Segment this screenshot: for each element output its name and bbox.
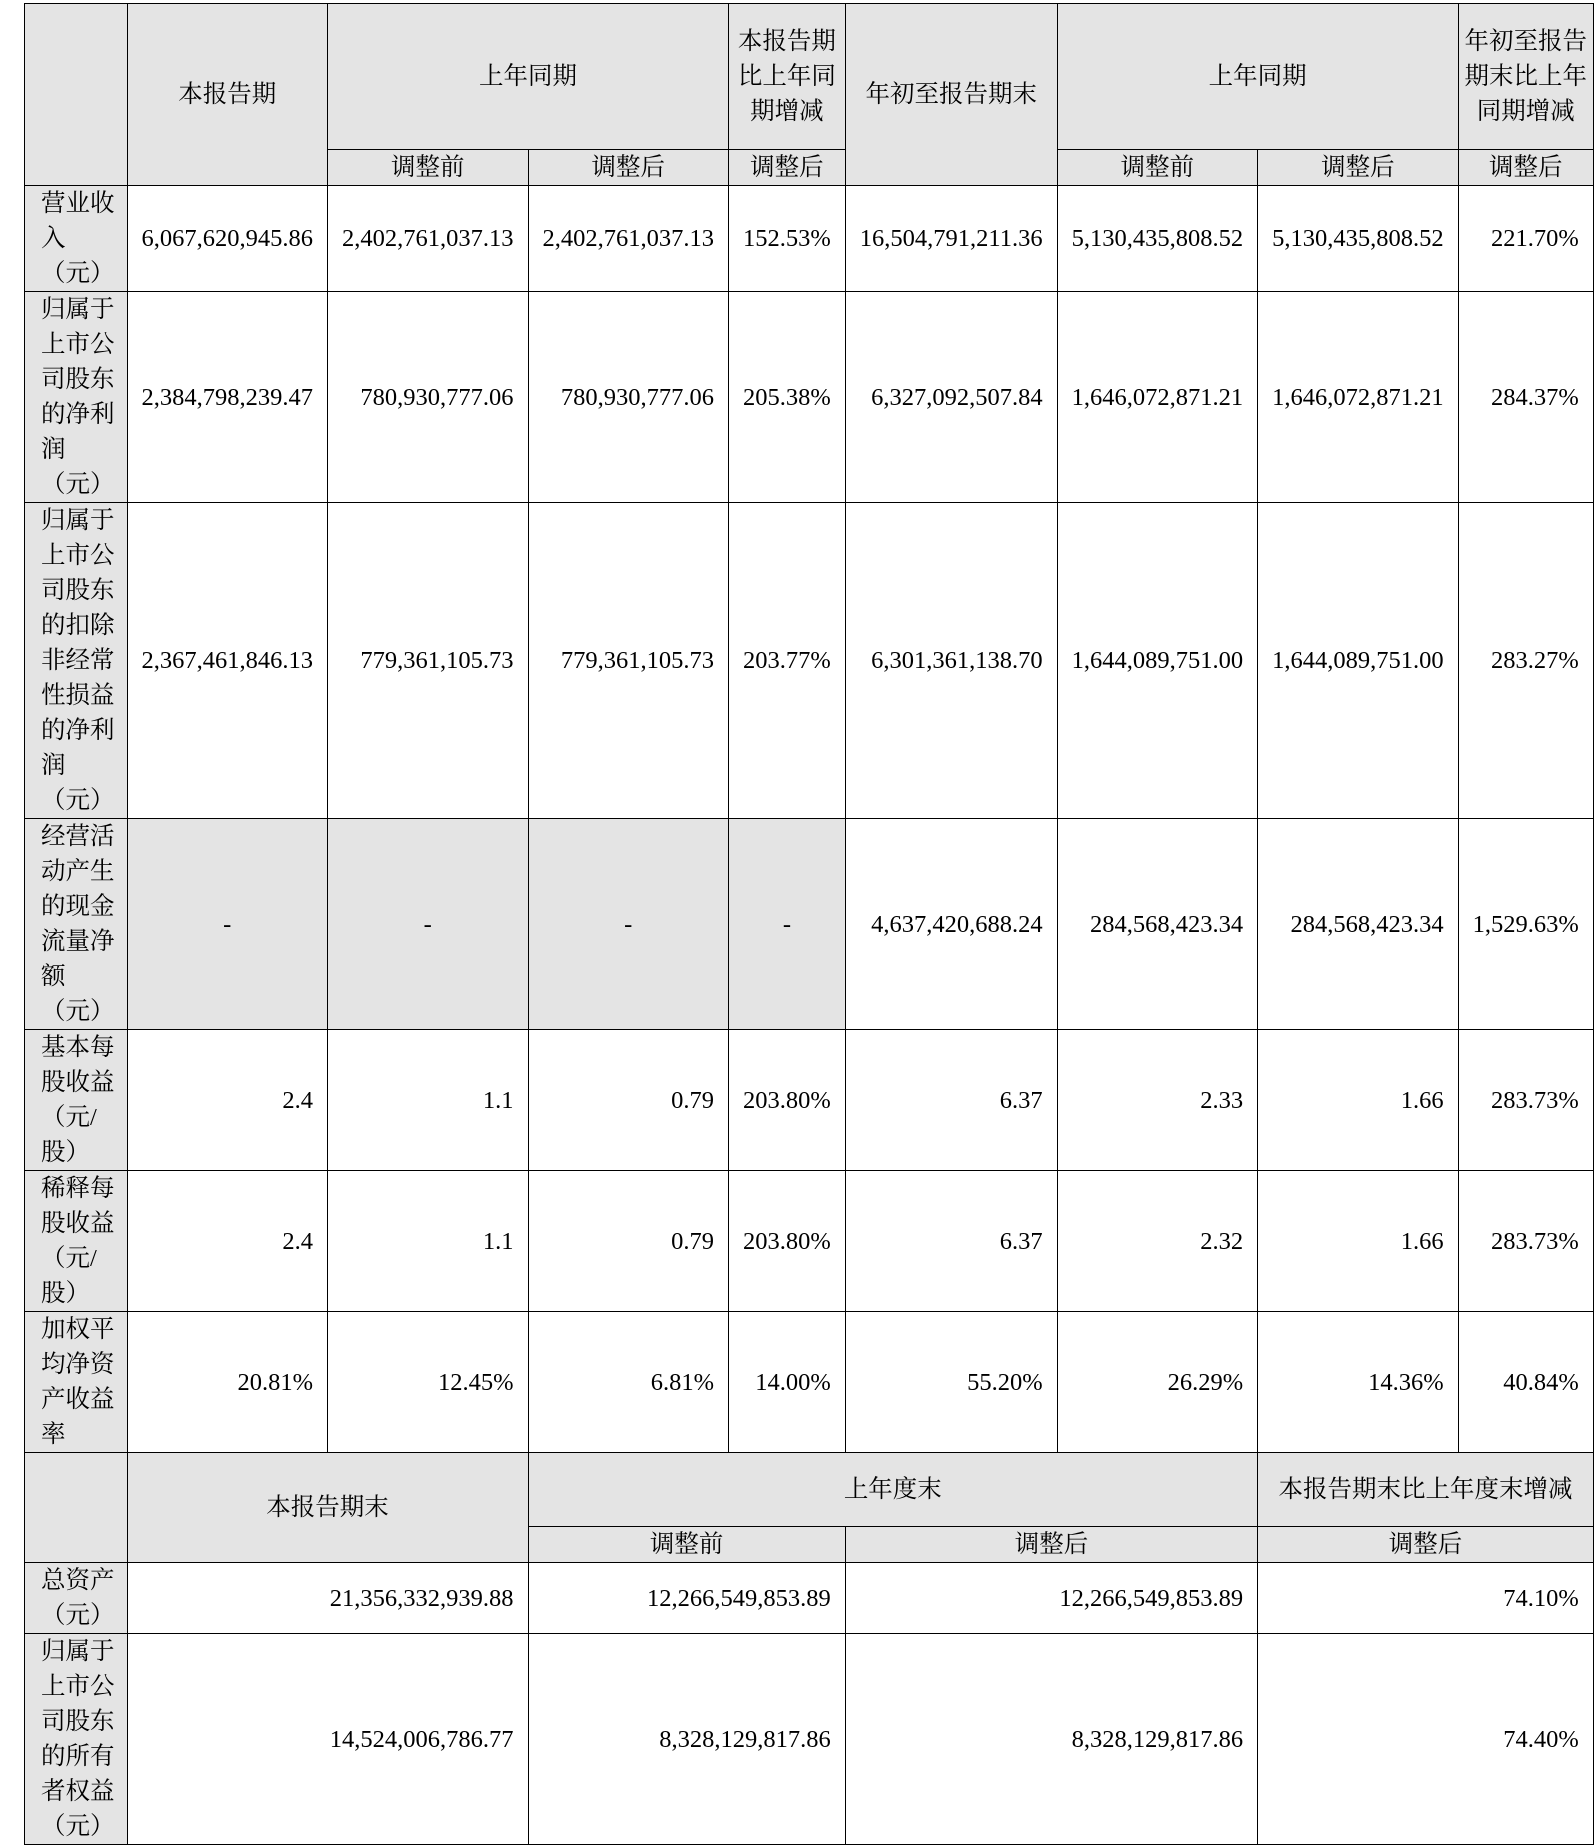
table-cell: 6.37 bbox=[845, 1030, 1057, 1171]
table-cell: 14.36% bbox=[1258, 1312, 1459, 1453]
header-before-adj: 调整前 bbox=[1057, 150, 1258, 186]
table-cell: 203.77% bbox=[729, 503, 846, 819]
table-row bbox=[25, 1312, 1594, 1453]
table-cell: 26.29% bbox=[1057, 1312, 1258, 1453]
table-cell: 2,367,461,846.13 bbox=[127, 503, 328, 819]
table-cell: 20.81% bbox=[127, 1312, 328, 1453]
table-cell: 16,504,791,211.36 bbox=[845, 186, 1057, 292]
table-row bbox=[25, 1634, 1594, 1845]
header-change-current: 本报告期比上年同期增减 bbox=[729, 4, 846, 150]
header-current-period: 本报告期 bbox=[127, 4, 328, 186]
header-same-period-last-year-ytd: 上年同期 bbox=[1057, 4, 1458, 150]
table-cell: 779,361,105.73 bbox=[328, 503, 529, 819]
table-cell: 283.73% bbox=[1458, 1030, 1593, 1171]
table-cell: 2,402,761,037.13 bbox=[328, 186, 529, 292]
table-cell: 2.4 bbox=[127, 1171, 328, 1312]
header-before-adj: 调整前 bbox=[528, 1527, 845, 1563]
table-cell: 2.32 bbox=[1057, 1171, 1258, 1312]
table-row bbox=[25, 292, 1594, 503]
table-cell: 283.73% bbox=[1458, 1171, 1593, 1312]
table-cell: 6.37 bbox=[845, 1171, 1057, 1312]
table-cell: 1.66 bbox=[1258, 1030, 1459, 1171]
header-after-adj: 调整后 bbox=[1458, 150, 1593, 186]
table-row bbox=[25, 1563, 1594, 1634]
header-same-period-last-year: 上年同期 bbox=[328, 4, 729, 150]
row-label: 归属于上市公司股东的净利润（元） bbox=[25, 292, 128, 503]
row-label: 经营活动产生的现金流量净额（元） bbox=[25, 819, 128, 1030]
row-label: 基本每股收益（元/股） bbox=[25, 1030, 128, 1171]
header-period-end: 本报告期末 bbox=[127, 1453, 528, 1563]
table-cell: 283.27% bbox=[1458, 503, 1593, 819]
table-row bbox=[25, 1171, 1594, 1312]
header-after-adj: 调整后 bbox=[528, 150, 729, 186]
table-cell: 6,301,361,138.70 bbox=[845, 503, 1057, 819]
header-after-adj: 调整后 bbox=[729, 150, 846, 186]
table-cell: 1,529.63% bbox=[1458, 819, 1593, 1030]
table-row bbox=[25, 1030, 1594, 1171]
table-cell: 4,637,420,688.24 bbox=[845, 819, 1057, 1030]
table-cell: 203.80% bbox=[729, 1030, 846, 1171]
table-cell: 1,644,089,751.00 bbox=[1258, 503, 1459, 819]
table-cell: 1,644,089,751.00 bbox=[1057, 503, 1258, 819]
table-cell: 12.45% bbox=[328, 1312, 529, 1453]
header-last-year-end: 上年度末 bbox=[528, 1453, 1258, 1527]
table-cell: 21,356,332,939.88 bbox=[127, 1563, 528, 1634]
table-cell: 12,266,549,853.89 bbox=[845, 1563, 1257, 1634]
header-before-adj: 调整前 bbox=[328, 150, 529, 186]
table-cell: 55.20% bbox=[845, 1312, 1057, 1453]
table-cell: 152.53% bbox=[729, 186, 846, 292]
table-cell: - bbox=[127, 819, 328, 1030]
header-after-adj: 调整后 bbox=[1258, 150, 1459, 186]
corner-cell-2 bbox=[25, 1453, 128, 1563]
row-label: 总资产（元） bbox=[25, 1563, 128, 1634]
table-cell: 14,524,006,786.77 bbox=[127, 1634, 528, 1845]
table-cell: 0.79 bbox=[528, 1030, 729, 1171]
table-cell: 0.79 bbox=[528, 1171, 729, 1312]
table-cell: 1.66 bbox=[1258, 1171, 1459, 1312]
table-cell: 284,568,423.34 bbox=[1057, 819, 1258, 1030]
table-cell: 8,328,129,817.86 bbox=[528, 1634, 845, 1845]
table-row bbox=[25, 819, 1594, 1030]
row-label: 归属于上市公司股东的所有者权益（元） bbox=[25, 1634, 128, 1845]
table-cell: 205.38% bbox=[729, 292, 846, 503]
table-cell: - bbox=[729, 819, 846, 1030]
table-row bbox=[25, 503, 1594, 819]
table-cell: 2,384,798,239.47 bbox=[127, 292, 328, 503]
header-change-vs-last-year-end: 本报告期末比上年度末增减 bbox=[1258, 1453, 1594, 1527]
financial-data-table bbox=[24, 3, 1594, 1845]
header-change-ytd: 年初至报告期末比上年同期增减 bbox=[1458, 4, 1593, 150]
table-cell: 14.00% bbox=[729, 1312, 846, 1453]
table-row bbox=[25, 186, 1594, 292]
table-cell: 2.4 bbox=[127, 1030, 328, 1171]
header-change-after-adj: 调整后 bbox=[1258, 1527, 1594, 1563]
table-cell: 2,402,761,037.13 bbox=[528, 186, 729, 292]
table-cell: 8,328,129,817.86 bbox=[845, 1634, 1257, 1845]
header-ytd: 年初至报告期末 bbox=[845, 4, 1057, 186]
table-cell: 12,266,549,853.89 bbox=[528, 1563, 845, 1634]
table-cell: 5,130,435,808.52 bbox=[1258, 186, 1459, 292]
table-cell: - bbox=[328, 819, 529, 1030]
table-cell: 780,930,777.06 bbox=[328, 292, 529, 503]
table-cell: - bbox=[528, 819, 729, 1030]
table-cell: 2.33 bbox=[1057, 1030, 1258, 1171]
table-cell: 74.10% bbox=[1258, 1563, 1594, 1634]
row-label: 稀释每股收益（元/股） bbox=[25, 1171, 128, 1312]
table-cell: 5,130,435,808.52 bbox=[1057, 186, 1258, 292]
table-cell: 6,327,092,507.84 bbox=[845, 292, 1057, 503]
table-cell: 40.84% bbox=[1458, 1312, 1593, 1453]
corner-cell bbox=[25, 4, 128, 186]
table-cell: 221.70% bbox=[1458, 186, 1593, 292]
table-cell: 203.80% bbox=[729, 1171, 846, 1312]
row-label: 归属于上市公司股东的扣除非经常性损益的净利润（元） bbox=[25, 503, 128, 819]
table-cell: 284,568,423.34 bbox=[1258, 819, 1459, 1030]
table-cell: 1.1 bbox=[328, 1030, 529, 1171]
row-label: 营业收入（元） bbox=[25, 186, 128, 292]
table-cell: 780,930,777.06 bbox=[528, 292, 729, 503]
header-after-adj: 调整后 bbox=[845, 1527, 1257, 1563]
table-cell: 284.37% bbox=[1458, 292, 1593, 503]
table-cell: 6.81% bbox=[528, 1312, 729, 1453]
table-cell: 779,361,105.73 bbox=[528, 503, 729, 819]
table-cell: 1,646,072,871.21 bbox=[1258, 292, 1459, 503]
table-cell: 1.1 bbox=[328, 1171, 529, 1312]
table-cell: 6,067,620,945.86 bbox=[127, 186, 328, 292]
table-cell: 74.40% bbox=[1258, 1634, 1594, 1845]
row-label: 加权平均净资产收益率 bbox=[25, 1312, 128, 1453]
table-cell: 1,646,072,871.21 bbox=[1057, 292, 1258, 503]
